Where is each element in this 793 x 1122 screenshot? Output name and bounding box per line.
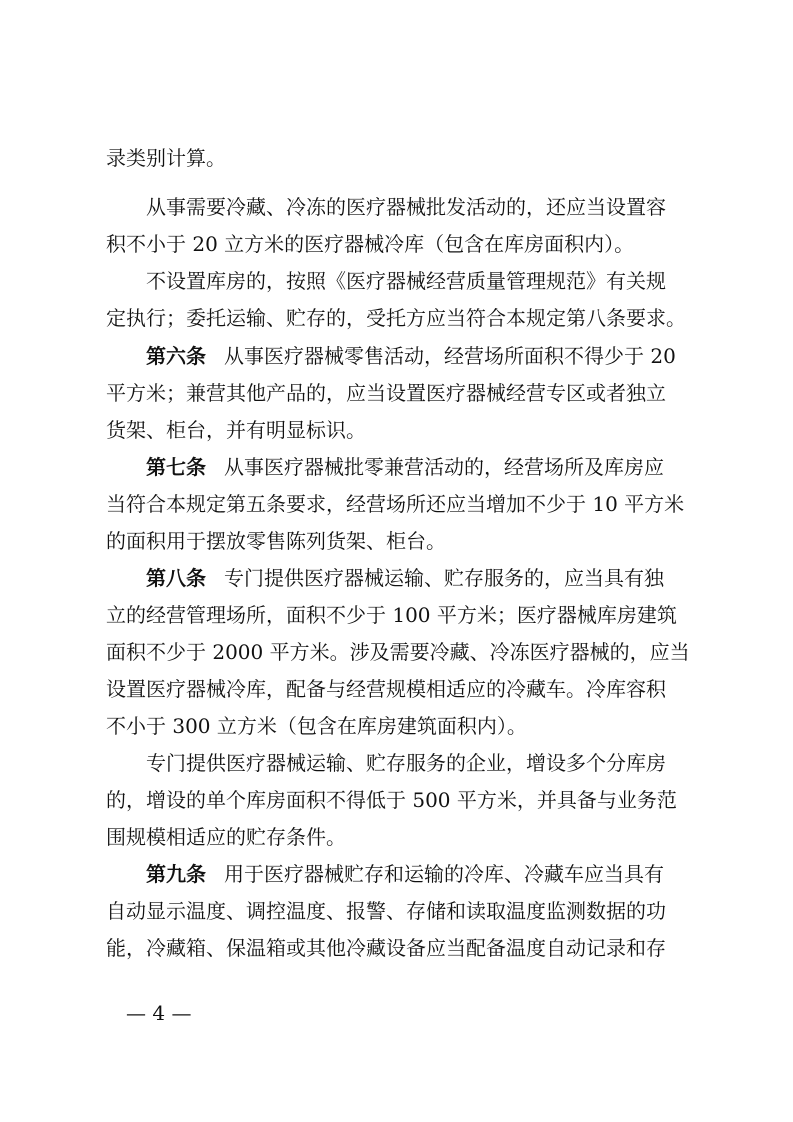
text-line: 自动显示温度、调控温度、报警、存储和读取温度监测数据的功 — [106, 899, 666, 923]
page-number: — 4 — — [126, 1001, 192, 1025]
article-7-text: 从事医疗器械批零兼营活动的，经营场所及库房应 — [224, 455, 664, 479]
text-line: 围规模相适应的贮存条件。 — [106, 825, 346, 849]
text-line: 不小于 300 立方米（包含在库房建筑面积内）。 — [106, 714, 527, 738]
text-line: 货架、柜台，并有明显标识。 — [106, 418, 366, 442]
text-line: 设置医疗器械冷库，配备与经营规模相适应的冷藏车。冷库容积 — [106, 677, 666, 701]
text-line: 积不小于 20 立方米的医疗器械冷库（包含在库房面积内）。 — [106, 232, 635, 256]
text-line: 平方米；兼营其他产品的，应当设置医疗器械经营专区或者独立 — [106, 381, 666, 405]
paragraph-start: 不设置库房的，按照《医疗器械经营质量管理规范》有关规 — [146, 269, 666, 293]
text-line: 录类别计算。 — [106, 146, 226, 170]
article-9-text: 用于医疗器械贮存和运输的冷库、冷藏车应当具有 — [224, 862, 664, 886]
article-9-line — [146, 859, 696, 889]
paragraph-start: 专门提供医疗器械运输、贮存服务的企业，增设多个分库房 — [146, 751, 666, 775]
article-8-line — [146, 563, 696, 593]
article-9-title: 第九条 — [146, 862, 206, 886]
text-line: 的，增设的单个库房面积不得低于 500 平方米，并具备与业务范 — [106, 788, 677, 812]
paragraph-start: 从事需要冷藏、冷冻的医疗器械批发活动的，还应当设置容 — [146, 195, 666, 219]
text-line: 定执行；委托运输、贮存的，受托方应当符合本规定第八条要求。 — [106, 306, 686, 330]
text-line: 当符合本规定第五条要求，经营场所还应当增加不少于 10 平方米 — [106, 492, 685, 516]
article-6-line — [146, 341, 696, 371]
text-line: 面积不少于 2000 平方米。涉及需要冷藏、冷冻医疗器械的，应当 — [106, 640, 690, 664]
article-6-text: 从事医疗器械零售活动，经营场所面积不得少于 20 — [224, 344, 676, 368]
article-6-title: 第六条 — [146, 344, 206, 368]
text-line: 的面积用于摆放零售陈列货架、柜台。 — [106, 529, 446, 553]
article-7-title: 第七条 — [146, 455, 206, 479]
article-8-text: 专门提供医疗器械运输、贮存服务的，应当具有独 — [224, 566, 664, 590]
article-7-line — [146, 452, 696, 482]
text-line: 能，冷藏箱、保温箱或其他冷藏设备应当配备温度自动记录和存 — [106, 936, 666, 960]
text-line: 立的经营管理场所，面积不少于 100 平方米；医疗器械库房建筑 — [106, 603, 677, 627]
article-8-title: 第八条 — [146, 566, 206, 590]
